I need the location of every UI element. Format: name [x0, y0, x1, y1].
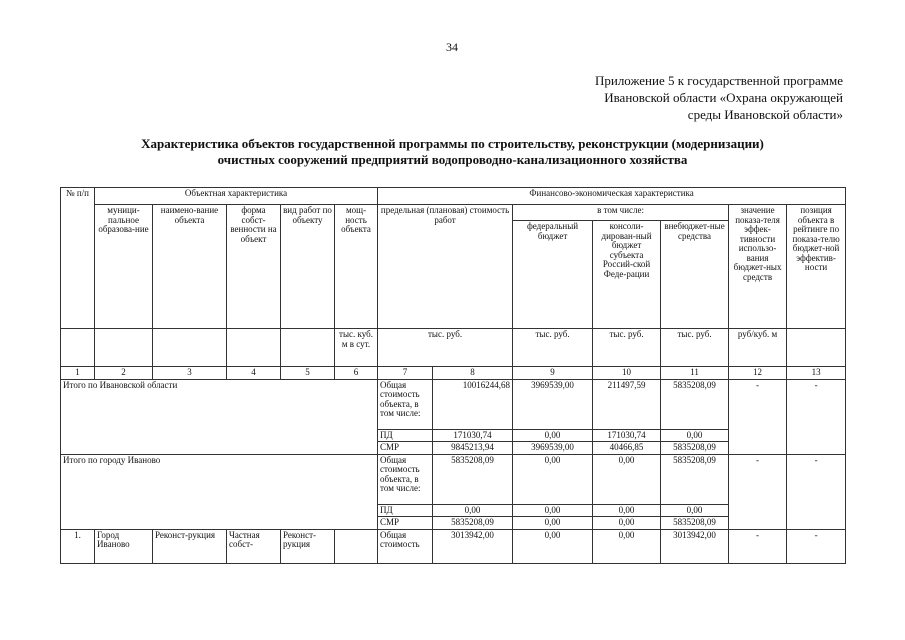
- header-num: № п/п: [61, 188, 95, 329]
- col-number: 3: [153, 367, 227, 380]
- city-smr-label: СМР: [378, 517, 433, 530]
- city-total-label: Итого по городу Иваново: [61, 454, 378, 529]
- header-municipality: муници-пальное образова-ние: [95, 205, 153, 329]
- unit-extrabudget: тыс. руб.: [661, 329, 729, 367]
- col-number: 8: [433, 367, 513, 380]
- col-number: 1: [61, 367, 95, 380]
- col-number: 5: [281, 367, 335, 380]
- document-title: [60, 136, 845, 168]
- header-extrabudget: внебюджет-ные средства: [661, 221, 729, 329]
- col-number: 2: [95, 367, 153, 380]
- city-efficiency: -: [729, 454, 787, 529]
- row1-cost-label: Общая стоимость: [378, 529, 433, 563]
- region-total-cost: 10016244,68: [433, 379, 513, 429]
- unit-federal: тыс. руб.: [513, 329, 593, 367]
- row1-rating: -: [787, 529, 846, 563]
- header-work-type: вид работ по объекту: [281, 205, 335, 329]
- region-total-cost-label: Общая стоимость объекта, в том числе:: [378, 379, 433, 429]
- region-pd-federal: 0,00: [513, 429, 593, 442]
- col-number: 12: [729, 367, 787, 380]
- header-federal: федеральный бюджет: [513, 221, 593, 329]
- header-rating: позиция объекта в рейтинге по показа-телю бюджет-ной эффектив-ности: [787, 205, 846, 329]
- city-total-cost-label: Общая стоимость объекта, в том числе:: [378, 454, 433, 504]
- region-efficiency: -: [729, 379, 787, 454]
- row1-ownership: Частная собст-: [227, 529, 281, 563]
- header-object-group: Объектная характеристика: [95, 188, 378, 205]
- appendix-line-1: Приложение 5 к государственной программе: [594, 73, 843, 88]
- city-pd-consolidated: 0,00: [593, 504, 661, 517]
- header-consolidated: консоли-дирован-ный бюджет субъекта Россий-ской Феде-рации: [593, 221, 661, 329]
- row1-efficiency: -: [729, 529, 787, 563]
- header-capacity: мощ-ность объекта: [335, 205, 378, 329]
- row1-capacity: [335, 529, 378, 563]
- region-total-label: Итого по Ивановской области: [61, 379, 378, 454]
- header-finance-group: Финансово-экономическая характеристика: [378, 188, 846, 205]
- title-line-1: Характеристика объектов государственной программы по строительству, реконструкции (модернизации): [141, 136, 764, 151]
- header-ownership: форма собст-венности на объект: [227, 205, 281, 329]
- col-number: 10: [593, 367, 661, 380]
- city-rating: -: [787, 454, 846, 529]
- row1-cost: 3013942,00: [433, 529, 513, 563]
- region-smr-consolidated: 40466,85: [593, 442, 661, 455]
- city-smr-consolidated: 0,00: [593, 517, 661, 530]
- row1-federal: 0,00: [513, 529, 593, 563]
- region-pd-label: ПД: [378, 429, 433, 442]
- header-including: в том числе:: [513, 205, 729, 221]
- objects-table: [60, 187, 846, 564]
- region-total-consolidated: 211497,59: [593, 379, 661, 429]
- region-pd-cost: 171030,74: [433, 429, 513, 442]
- region-pd-consolidated: 171030,74: [593, 429, 661, 442]
- city-total-extrabudget: 5835208,09: [661, 454, 729, 504]
- region-smr-label: СМР: [378, 442, 433, 455]
- row1-municipality: Город Иваново: [95, 529, 153, 563]
- row1-extrabudget: 3013942,00: [661, 529, 729, 563]
- header-object-name: наимено-вание объекта: [153, 205, 227, 329]
- row1-work-type: Реконст-рукция: [281, 529, 335, 563]
- header-efficiency: значение показа-теля эффек-тивности использо-вания бюджет-ных средств: [729, 205, 787, 329]
- page-number: 34: [446, 40, 458, 54]
- region-total-extrabudget: 5835208,09: [661, 379, 729, 429]
- title-line-2: очистных сооружений предприятий водопроводно-канализационного хозяйства: [217, 152, 688, 167]
- city-pd-cost: 0,00: [433, 504, 513, 517]
- region-smr-extrabudget: 5835208,09: [661, 442, 729, 455]
- col-number: 13: [787, 367, 846, 380]
- city-smr-cost: 5835208,09: [433, 517, 513, 530]
- city-smr-federal: 0,00: [513, 517, 593, 530]
- city-pd-label: ПД: [378, 504, 433, 517]
- unit-capacity: тыс. куб. м в сут.: [335, 329, 378, 367]
- city-total-consolidated: 0,00: [593, 454, 661, 504]
- region-total-federal: 3969539,00: [513, 379, 593, 429]
- col-number: 7: [378, 367, 433, 380]
- unit-consolidated: тыс. руб.: [593, 329, 661, 367]
- city-total-cost: 5835208,09: [433, 454, 513, 504]
- appendix-note: [543, 72, 843, 123]
- appendix-line-3: среды Ивановской области»: [687, 107, 843, 122]
- city-pd-extrabudget: 0,00: [661, 504, 729, 517]
- unit-max-cost: тыс. руб.: [378, 329, 513, 367]
- header-max-cost: предельная (плановая) стоимость работ: [378, 205, 513, 329]
- col-number: 4: [227, 367, 281, 380]
- unit-efficiency: руб/куб. м: [729, 329, 787, 367]
- region-rating: -: [787, 379, 846, 454]
- col-number: 11: [661, 367, 729, 380]
- city-smr-extrabudget: 5835208,09: [661, 517, 729, 530]
- city-total-federal: 0,00: [513, 454, 593, 504]
- row1-consolidated: 0,00: [593, 529, 661, 563]
- appendix-line-2: Ивановской области «Охрана окружающей: [604, 90, 843, 105]
- region-smr-federal: 3969539,00: [513, 442, 593, 455]
- region-smr-cost: 9845213,94: [433, 442, 513, 455]
- col-number: 6: [335, 367, 378, 380]
- city-pd-federal: 0,00: [513, 504, 593, 517]
- region-pd-extrabudget: 0,00: [661, 429, 729, 442]
- row1-object-name: Реконст-рукция: [153, 529, 227, 563]
- row1-num: 1.: [61, 529, 95, 563]
- col-number: 9: [513, 367, 593, 380]
